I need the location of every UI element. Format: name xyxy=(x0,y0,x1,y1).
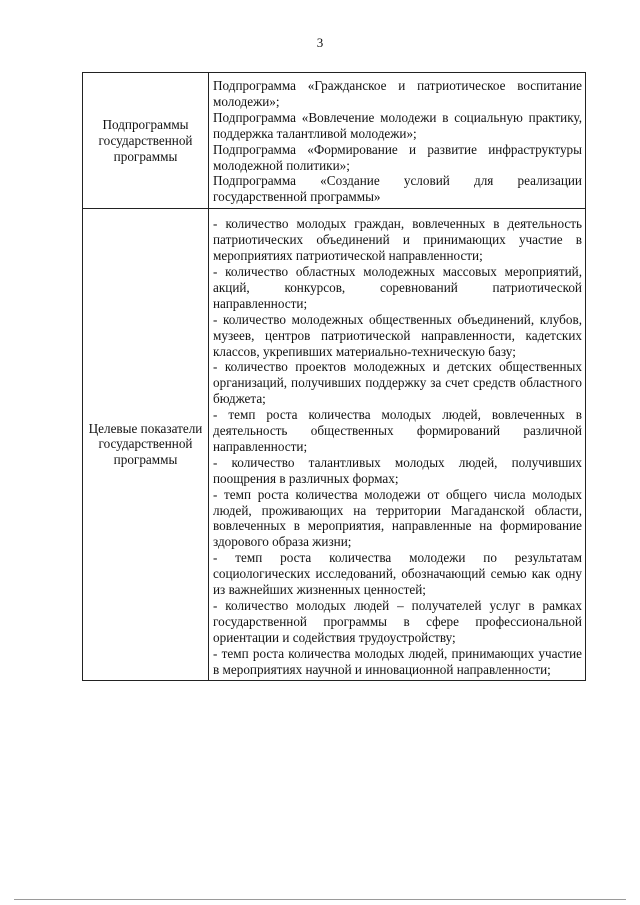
subprogram-item: Подпрограмма «Создание условий для реализации государственной программы» xyxy=(213,173,582,205)
indicator-item: - количество областных молодежных массовых мероприятий, акций, конкурсов, соревнований патриотической направленности; xyxy=(213,263,582,311)
subprogram-item: Подпрограмма «Вовлечение молодежи в социальную практику, поддержка талантливой молодежи»; xyxy=(213,109,582,141)
program-passport-table xyxy=(82,72,586,681)
table-row-target-indicators xyxy=(83,209,586,680)
indicator-item: - количество молодых людей – получателей услуг в рамках государственной программы в сфере профессиональной ориентации и содействия трудоустройству; xyxy=(213,598,582,645)
indicator-item: - количество молодых граждан, вовлеченных в деятельность патриотических объединений и принимающих участие в мероприятиях патриотической направленности; xyxy=(213,216,582,264)
row-label: Целевые показатели государственной программы xyxy=(88,420,203,468)
row-label-cell xyxy=(83,209,209,680)
row-content-cell xyxy=(209,209,586,680)
subprogram-item: Подпрограмма «Гражданское и патриотическое воспитание молодежи»; xyxy=(213,78,582,109)
row-content-cell xyxy=(209,73,586,209)
table-row-subprograms xyxy=(83,73,586,209)
page-number: 3 xyxy=(316,35,324,50)
indicator-item: - темп роста количества молодежи от общего числа молодых людей, проживающих на территории Магаданской области, вовлеченных в мероприятия, направленные на формирование здорового образа жизни; xyxy=(213,486,582,550)
indicator-item: - количество молодежных общественных объединений, клубов, музеев, центров патриотической направленности, кадетских классов, укрепивших материально-техническую базу; xyxy=(213,311,582,359)
indicator-item: - темп роста количества молодых людей, принимающих участие в мероприятиях научной и инновационной направленности; xyxy=(213,645,582,677)
scan-bottom-edge xyxy=(14,899,626,900)
indicator-item: - количество талантливых молодых людей, получивших поощрения в различных формах; xyxy=(213,454,582,486)
row-label: Подпрограммы государственной программы xyxy=(98,116,193,164)
indicator-item: - темп роста количества молодежи по результатам социологических исследований, обозначающий семью как одну из важнейших жизненных ценностей; xyxy=(213,550,582,598)
subprogram-item: Подпрограмма «Формирование и развитие инфраструктуры молодежной политики»; xyxy=(213,141,582,173)
indicator-item: - количество проектов молодежных и детских общественных организаций, получивших поддержку за счет средств областного бюджета; xyxy=(213,359,582,407)
indicator-item: - темп роста количества молодых людей, вовлеченных в деятельность общественных формирований различной направленности; xyxy=(213,407,582,454)
row-label-cell xyxy=(83,73,209,209)
